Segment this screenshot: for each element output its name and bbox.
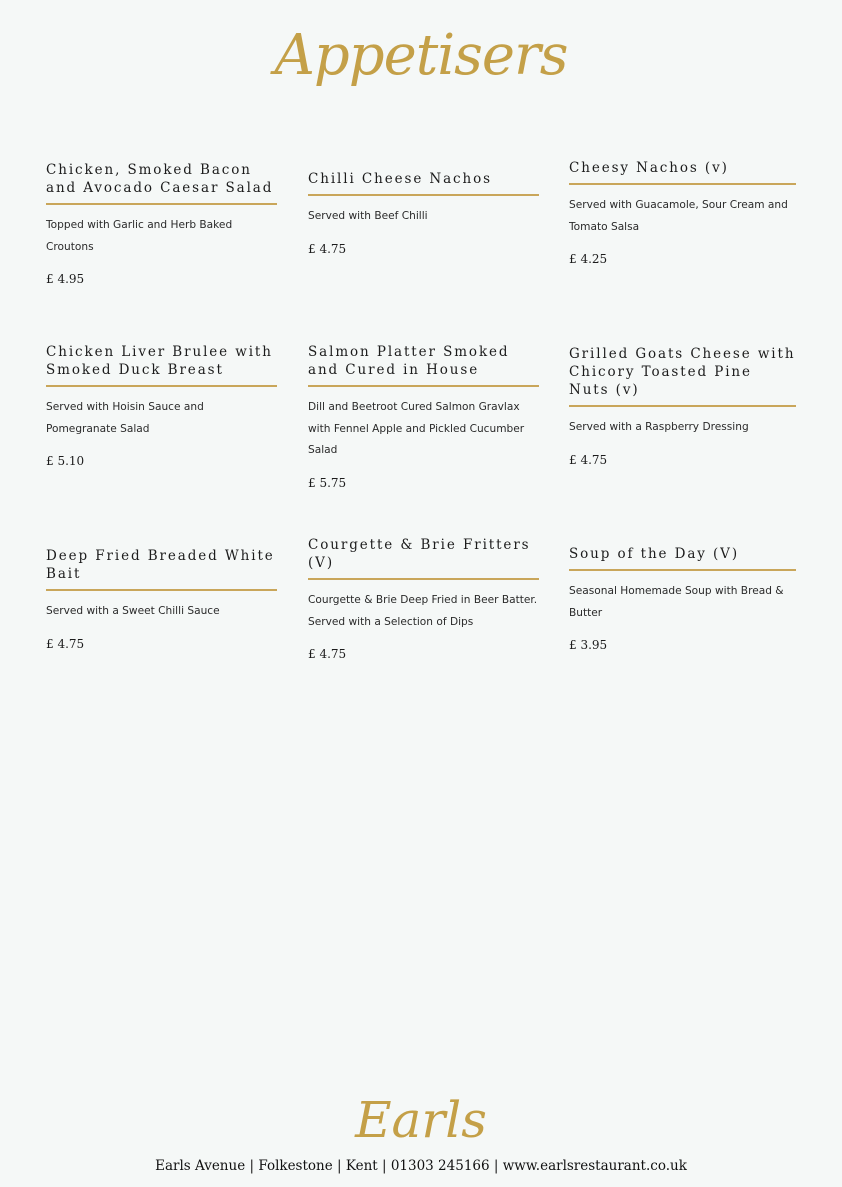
- item-description: Dill and Beetroot Cured Salmon Gravlax with Fennel Apple and Pickled Cucumber Salad: [308, 401, 525, 456]
- item-name: Courgette & Brie Fritters (V): [308, 536, 539, 580]
- item-description: Served with Guacamole, Sour Cream and Tomato Salsa: [569, 199, 788, 233]
- item-price: £ 4.75: [46, 636, 85, 651]
- item-description: Served with Beef Chilli: [308, 210, 428, 222]
- item-price: £ 4.75: [308, 647, 347, 661]
- item-description: Courgette & Brie Deep Fried in Beer Batter. Served with a Selection of Dips: [308, 594, 538, 628]
- item-name: Chicken, Smoked Bacon and Avocado Caesar Salad: [46, 161, 277, 205]
- page-title: Appetisers: [274, 23, 568, 88]
- item-description: Served with a Raspberry Dressing: [569, 421, 749, 433]
- menu-item: [46, 343, 277, 468]
- item-name: Chilli Cheese Nachos: [308, 170, 539, 196]
- item-name: Chicken Liver Brulee with Smoked Duck Breast: [46, 343, 277, 387]
- item-price: £ 5.10: [46, 454, 85, 468]
- item-price: £ 4.75: [308, 241, 347, 256]
- item-name: Grilled Goats Cheese with Chicory Toasted Pine Nuts (v): [569, 345, 796, 407]
- brand-logo: Earls: [355, 1091, 487, 1149]
- menu-item: [569, 545, 796, 652]
- item-price: £ 3.95: [569, 638, 608, 652]
- item-name: Salmon Platter Smoked and Cured in House: [308, 343, 539, 387]
- item-description: Topped with Garlic and Herb Baked Croutons: [46, 219, 233, 253]
- menu-item: [569, 345, 796, 467]
- item-price: £ 4.75: [569, 452, 608, 467]
- menu-item: [46, 161, 277, 286]
- item-description: Served with a Sweet Chilli Sauce: [46, 605, 220, 617]
- item-name: Cheesy Nachos (v): [569, 159, 796, 185]
- menu-item: [569, 159, 796, 266]
- item-description: Seasonal Homemade Soup with Bread & Butter: [569, 585, 784, 619]
- menu-item: [46, 547, 277, 651]
- item-name: Soup of the Day (V): [569, 545, 796, 571]
- item-name: Deep Fried Breaded White Bait: [46, 547, 277, 591]
- menu-item: [308, 536, 539, 661]
- item-price: £ 4.25: [569, 252, 608, 266]
- menu-item: [308, 170, 539, 256]
- item-price: £ 4.95: [46, 272, 85, 286]
- footer-contact-info: Earls Avenue | Folkestone | Kent | 01303 245166 | www.earlsrestaurant.co.uk: [155, 1158, 687, 1174]
- item-description: Served with Hoisin Sauce and Pomegranate Salad: [46, 401, 204, 435]
- item-price: £ 5.75: [308, 475, 347, 490]
- menu-item: [308, 343, 539, 490]
